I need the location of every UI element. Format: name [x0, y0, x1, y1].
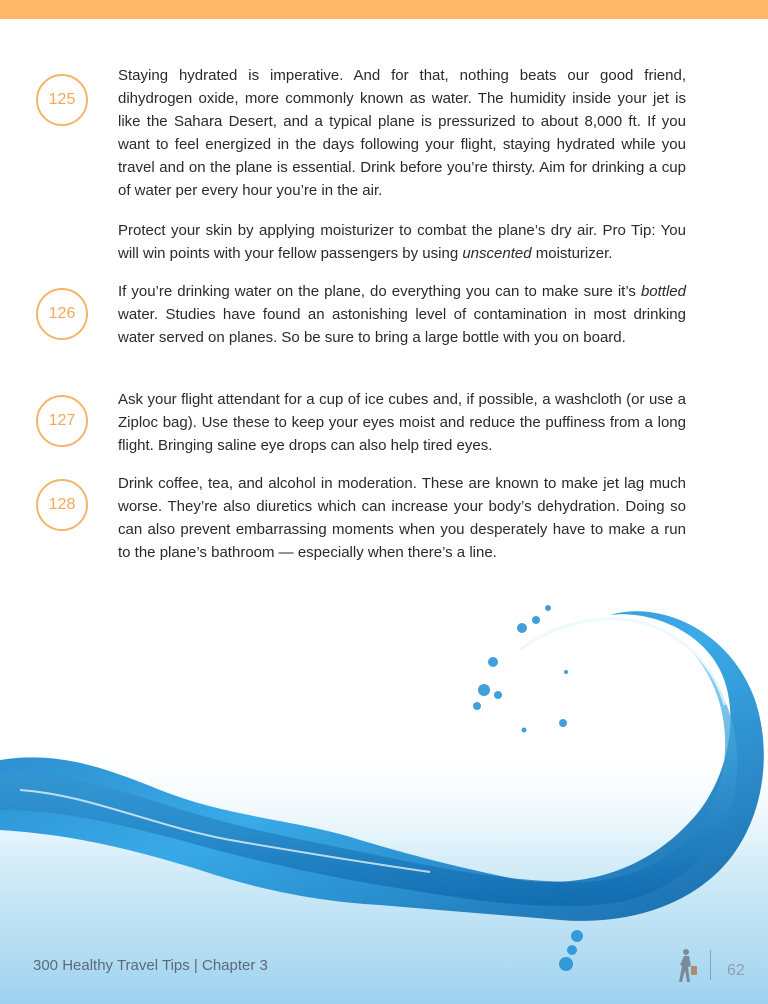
tip-paragraph: If you’re drinking water on the plane, do everything you can to make sure it’s bottled water. Studies have found an astonishing level of contamination in most drinking water served on planes. So be sure to bring a large bottle with you on board. [118, 283, 686, 346]
chapter-label: Chapter 3 [202, 957, 268, 974]
tip-number: 126 [48, 305, 76, 322]
tip-number: 128 [48, 496, 76, 513]
water-splash-illustration [0, 590, 768, 1004]
footer-divider [710, 950, 711, 980]
footer-book-title [33, 957, 268, 974]
top-accent-bar [0, 0, 768, 19]
tip-number-badge [36, 74, 88, 126]
tip-paragraph: Protect your skin by applying moisturizer to combat the plane’s dry air. Pro Tip: You will win points with your fellow passengers by using unscented moisturizer. [118, 222, 686, 262]
traveler-icon [674, 948, 700, 984]
footer-separator: | [193, 957, 198, 974]
tip-number: 127 [48, 412, 76, 429]
emphasis: unscented [462, 245, 532, 262]
tip-number-badge [36, 288, 88, 340]
tip-number-badge [36, 479, 88, 531]
tip-number: 125 [48, 91, 76, 108]
book-title: 300 Healthy Travel Tips [33, 957, 190, 974]
tip-number-badge [36, 395, 88, 447]
tip-paragraph: Ask your flight attendant for a cup of ice cubes and, if possible, a washcloth (or use a Ziploc bag). Use these to keep your eyes moist and reduce the puffiness from a long flight. Bringing saline eye drops can also help tired eyes. [118, 391, 686, 454]
page-number: 62 [727, 962, 745, 979]
emphasis: bottled [640, 283, 686, 300]
tip-paragraph: Drink coffee, tea, and alcohol in moderation. These are known to make jet lag much worse. They’re also diuretics which can increase your body’s dehydration. Doing so can also prevent embarrassing moments when you desperately have to make a run to the plane’s bathroom — especially when there’s a line. [118, 475, 686, 561]
tip-paragraph: Staying hydrated is imperative. And for that, nothing beats our good friend, dihydrogen oxide, more commonly known as water. The humidity inside your jet is like the Sahara Desert, and a typical plane is pressurized to about 8,000 ft. If you want to feel energized in the days following your flight, staying hydrated while you travel and on the plane is essential. Drink before you’re thirsty. Aim for drinking a cup of water per every hour you’re in the air. [118, 67, 686, 199]
